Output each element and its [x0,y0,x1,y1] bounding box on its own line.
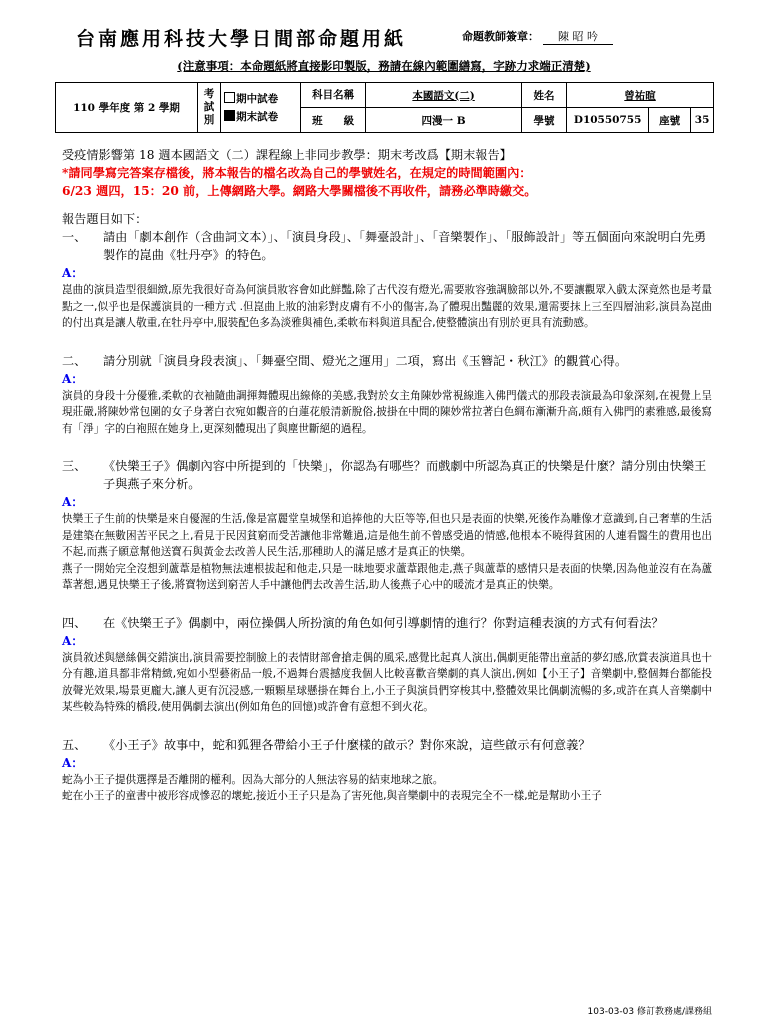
student-id-label: 學號 [521,108,566,133]
question-line [62,614,712,632]
answer-label: A： [62,755,84,770]
final-option: 期末試卷 [224,108,297,126]
teacher-signature [462,28,613,45]
final-checkbox [224,110,235,121]
name-label: 姓名 [521,83,566,108]
question-block [62,614,712,716]
page-title: 台南應用科技大學日間部命題用紙 [76,28,407,50]
midterm-option: 期中試卷 [224,90,297,108]
warning-line-2: 6/23 週四，15：20 前，上傳網路大學。網路大學關檔後不再收件，請務必準時繳交。 [62,184,537,198]
signer-label: 命題教師簽章： [462,30,539,43]
question-number: 一、 [62,230,87,244]
question-block [62,457,712,594]
exam-type-options [221,83,301,133]
question-text: 請分別就「演員身段表演」、「舞臺空間、燈光之運用」二項，寫出《玉簪記・秋江》的觀賞心得。 [103,353,628,368]
notice-text: (注意事項：本命題紙將直接影印製版，務請在線內範圍繕寫，字跡力求端正清楚) [177,59,591,73]
question-line [62,228,712,264]
seat-value: 35 [691,108,714,133]
question-line [62,352,712,370]
class-value: 四漫一 B [366,108,522,133]
seat-label: 座號 [649,108,691,133]
report-content [62,146,712,805]
signer-name: 陳 昭 吟 [543,28,613,45]
question-block [62,352,712,438]
question-number: 三、 [62,459,87,473]
question-list-title: 報告題目如下： [62,212,148,226]
question-list [62,228,712,805]
answer-paragraph: 蛇在小王子的童書中被形容成慘忍的壞蛇,接近小王子只是為了害死他,與音樂劇中的表現完全不一樣,蛇是幫助小王子 [62,790,602,802]
exam-type-label: 考 試 別 [197,83,220,133]
question-text: 《小王子》故事中，蛇和狐狸各帶給小王子什麼樣的啟示？對你來說，這些啟示有何意義？ [103,737,591,752]
midterm-checkbox [224,92,235,103]
question-line [62,736,712,754]
answer-label: A： [62,266,84,280]
intro-line: 受疫情影響第 18 週本國語文（二）課程線上非同步教學：期末考改爲【期末報告】 [62,148,512,162]
answer-paragraph: 演員的身段十分優雅,柔軟的衣袖隨曲調揮舞體現出線條的美感,我對於女主角陳妙常視線進入佛門儀式的那段表演最為印象深刻,在視覺上呈現莊嚴,將陳妙常包圍的女子身著白衣宛如觀音的白蓮花般清新脫俗,披掛在中間的陳妙常拉著白色綢布漸漸升高,頗有入佛門的素雅感,最後寫有「淨」字的白袍照在她身上,更深刻體現出了與塵世斷絕的過程。 [62,389,712,435]
term-cell: 110 學年度 第 2 學期 [56,83,198,133]
question-block [62,228,712,332]
exam-info-table [55,82,714,133]
question-text: 在《快樂王子》偶劇中，兩位操偶人所扮演的角色如何引導劇情的進行？你對這種表演的方式有何看法？ [103,615,664,630]
answer-paragraph: 蛇為小王子提供選擇是否離開的權利。因為大部分的人無法容易的結束地球之旅。 [62,773,444,786]
name-value: 曾祐暄 [567,83,714,108]
answer-paragraph: 燕子一開始完全沒想到蘆葦是植物無法連根拔起和他走,只是一昧地要求蘆葦跟他走,燕子與蘆葦的感情只是表面的快樂,因為他並沒有在為蘆葦著想,遇見快樂王子後,將寶物送到窮苦人手中讓他們去改善生活,助人後燕子心中的暖流才是真正的快樂。 [62,562,712,591]
answer-paragraph: 崑曲的演員造型很細緻,原先我很好奇為何演員妝容會如此鮮豔,除了古代沒有燈光,需要妝容強調臉部以外,不要讓觀眾入戲太深竟然也是考量點之一,似乎也是保護演員的一種方式 .但崑曲上妝的油彩對皮膚有不小的傷害,為了體現出豔麗的效果,還需要抹上三至四層油彩,演員為崑曲的付出真是讓人敬重,在牡丹亭中,服裝配色多為淡雅與補色,柔軟布料與道具配合,使整體演出有別於更具有流動感。 [62,284,712,329]
subject-value: 本國語文(二) [366,83,522,108]
answer-label: A： [62,495,84,509]
answer-label: A： [62,633,84,648]
student-id-value: D10550755 [567,108,649,133]
question-block [62,736,712,805]
question-number: 四、 [62,615,87,630]
question-text: 《快樂王子》偶劇內容中所提到的「快樂」，你認為有哪些？而戲劇中所認為真正的快樂是什麼？請分別由快樂王子與燕子來分析。 [103,459,707,491]
revision-footer: 103-03-03 修訂教務處/課務組 [587,1007,712,1017]
answer-label: A： [62,371,84,386]
question-number: 五、 [62,737,87,752]
question-number: 二、 [62,353,87,368]
answer-paragraph: 快樂王子生前的快樂是來自優渥的生活,像是富麗堂皇城堡和追捧他的大臣等等,但也只是表面的快樂,死後作為雕像才意識到,自己奢華的生活是建築在無數困苦平民之上,看見于民因貧窮而受苦讓他非常難過,這是他生前不曾感受過的情感,他根本不曉得貧困的人連看醫生的費用也出不起,而燕子願意幫他送寶石與黃金去改善人民生活,那種助人的滿足感才是真正的快樂。 [62,513,712,558]
question-text: 請由「劇本創作（含曲詞文本）」、「演員身段」、「舞臺設計」、「音樂製作」、「服飾設計」等五個面向來說明白先勇製作的崑曲《牡丹亭》的特色。 [103,230,707,262]
subject-label: 科目名稱 [301,83,366,108]
warning-line-1: *請同學寫完答案存檔後，將本報告的檔名改為自己的學號姓名，在規定的時間範圍內： [62,166,532,180]
answer-paragraph: 演員敘述與戀絲偶交錯演出,演員需要控制臉上的表情財部會搶走偶的風采,感覺比起真人演出,偶劇更能帶出童話的夢幻感,欣賞表演道具也十分有趣,道具都非常精緻,宛如小型藝術品一般,不過舞台震撼度我個人比較喜歡音樂劇的真人演出,例如【小王子】音樂劇中,整個舞台都能投放聲光效果,場景更龐大,讓人更有沉浸感,一顆顆星球懸掛在舞台上,小王子與演員們穿梭其中,整體效果比偶劇流暢的多,或許在真人音樂劇中某些較為特殊的橋段,使用偶劇去演出(例如角色的回憶)或許會有意想不到火花。 [62,651,712,713]
notice [0,58,768,74]
class-label: 班 級 [301,108,366,133]
question-line [62,457,712,493]
